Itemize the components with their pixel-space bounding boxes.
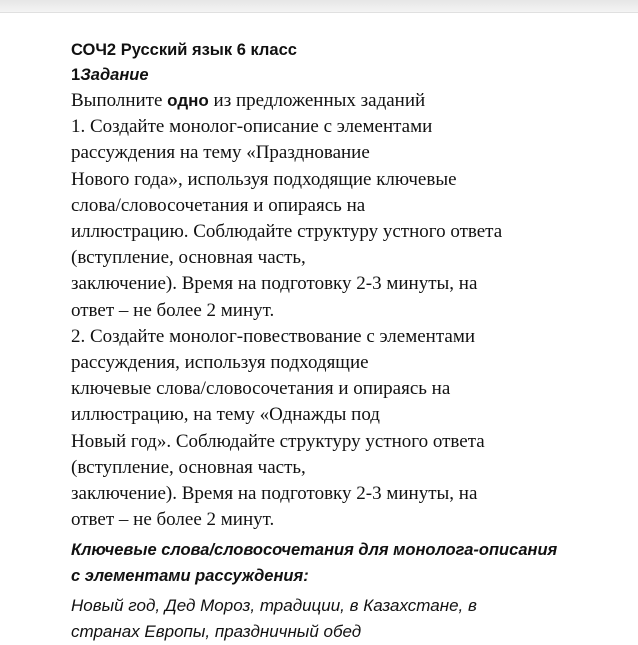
- task-text-line: слова/словосочетания и опираясь на: [71, 194, 366, 216]
- document: [71, 38, 631, 645]
- keywords-line: Новый год, Дед Мороз, традиции, в Казахстане, в: [71, 596, 477, 616]
- keywords-heading-line: с элементами рассуждения:: [71, 567, 309, 586]
- task-text-line: Нового года», используя подходящие ключевые: [71, 168, 457, 190]
- task-text-line: рассуждения на тему «Празднование: [71, 142, 370, 164]
- task-number: 1: [71, 66, 81, 84]
- task-text-line: (вступление, основная часть,: [71, 247, 306, 269]
- task-text-line: Новый год». Соблюдайте структуру устного ответа: [71, 430, 485, 452]
- instruction-bold: одно: [167, 91, 209, 110]
- instruction-line: [71, 88, 631, 114]
- task-text-line: заключение). Время на подготовку 2-3 минуты, на: [71, 483, 478, 505]
- task-text-line: рассуждения, используя подходящие: [71, 352, 369, 374]
- task-text-line: (вступление, основная часть,: [71, 456, 306, 478]
- task-text-line: ответ – не более 2 минут.: [71, 299, 275, 321]
- instruction-before: Выполните: [71, 90, 168, 111]
- keywords-line: странах Европы, праздничный обед: [71, 622, 362, 642]
- task-heading: [71, 63, 631, 88]
- task-text-line: 1. Создайте монолог-описание с элементами: [71, 116, 433, 138]
- top-bar: [0, 0, 638, 13]
- task-text-line: ключевые слова/словосочетания и опираясь на: [71, 378, 451, 400]
- task-text-line: 2. Создайте монолог-повествование с элементами: [71, 325, 476, 347]
- task-text-line: иллюстрацию. Соблюдайте структуру устного ответа: [71, 221, 503, 243]
- keywords-heading-line: Ключевые слова/словосочетания для монолога-описания: [71, 541, 558, 560]
- instruction-after: из предложенных заданий: [208, 90, 426, 111]
- task-word: Задание: [80, 66, 149, 84]
- task-text-line: иллюстрацию, на тему «Однажды под: [71, 404, 380, 426]
- task-text-line: ответ – не более 2 минут.: [71, 509, 275, 531]
- task-text-line: заключение). Время на подготовку 2-3 минуты, на: [71, 273, 478, 295]
- document-title: СОЧ2 Русский язык 6 класс: [71, 41, 297, 59]
